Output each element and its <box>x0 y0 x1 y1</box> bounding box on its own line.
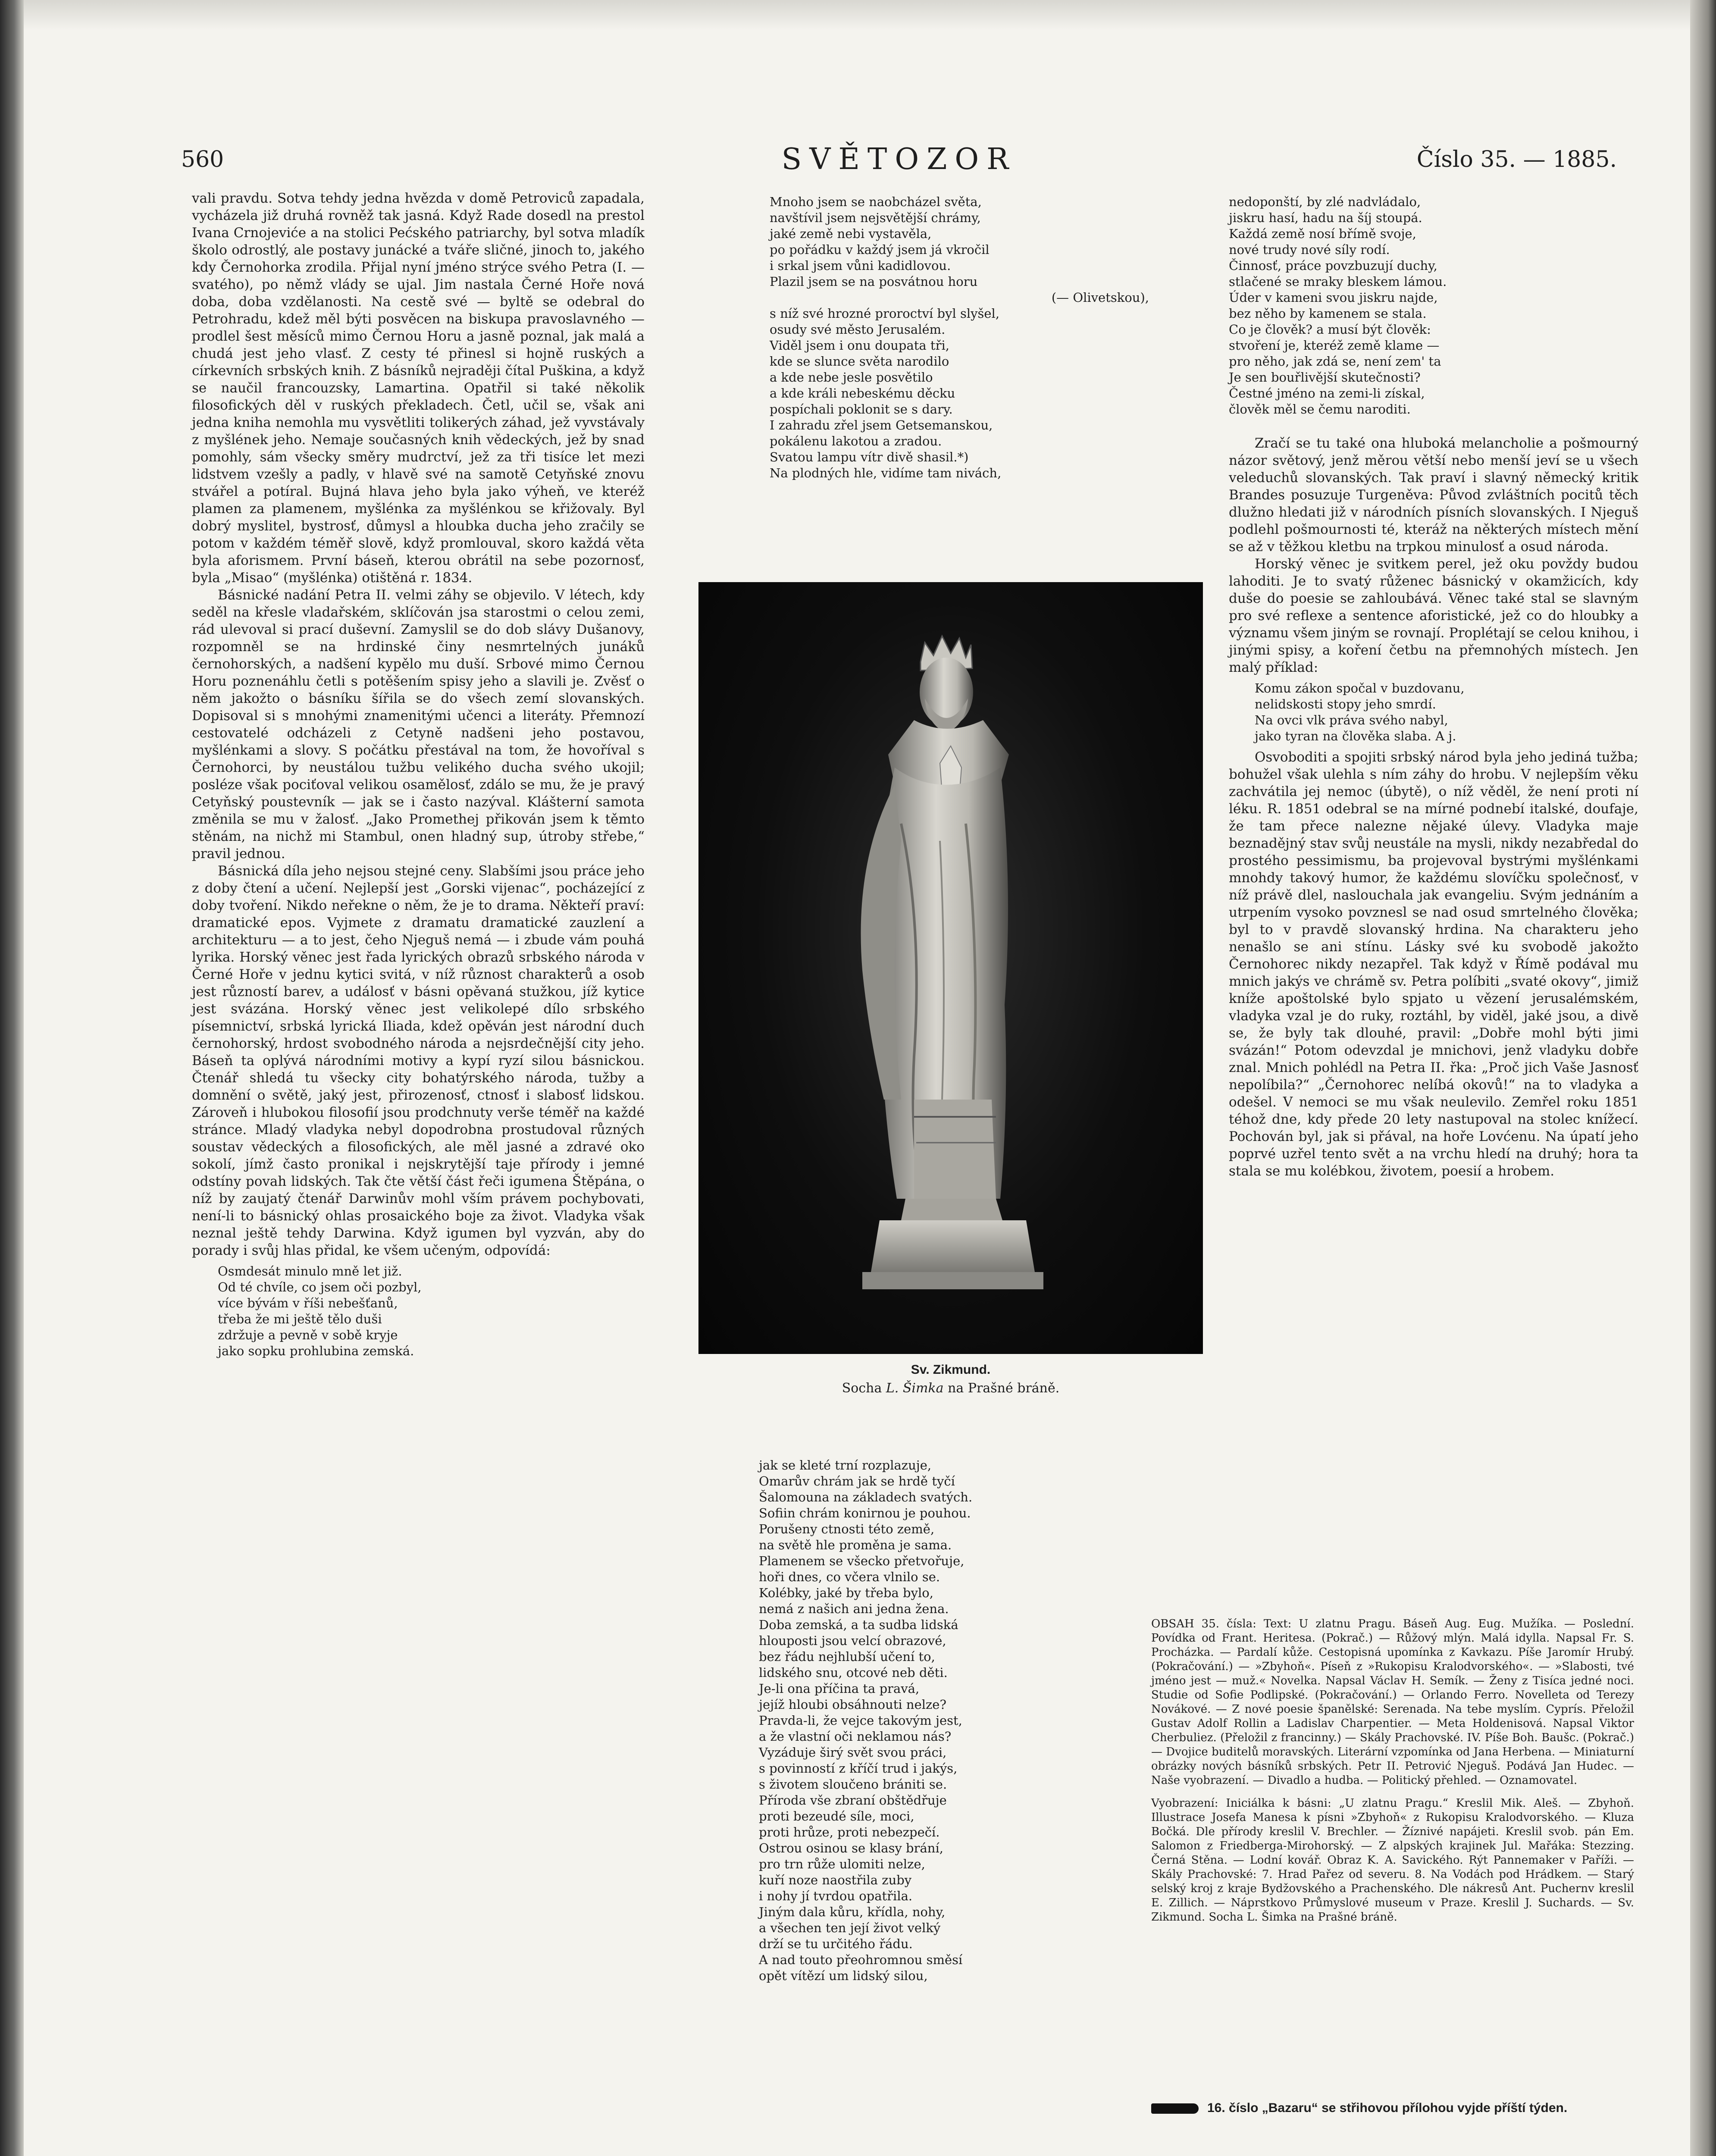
verse-line: Činnosť, práce povzbuzují duchy, <box>1229 258 1437 273</box>
verse-line: a všechen ten její život velký <box>759 1921 941 1935</box>
verse-line: člověk měl se čemu naroditi. <box>1229 402 1411 417</box>
paragraph: vali pravdu. Sotva tehdy jedna hvězda v domě Petroviců zapadala, vycházela již druhá rovněž tak jasná. Když Rade dosedl na prestol Ivana Crnojeviće a na stolici Pećského patriarchy, byl sotva mladík školo odrostlý, ale postavy junácké a tváře sličné, jinoch to, jakého kdy Černohorka zrodila. Přijal nyní jméno strýce svého Petra (I. — svatého), po němž vlády se ujal. Jim nastala Černé Hoře nová doba, doba vzdělanosti. Na cestě své — byltě se odebral do Petrohradu, kdež měl býti posvěcen na biskupa pravoslavného — prodlel šest měsíců mimo Černou Horu a jasně poznal, jak malá a chudá jest jeho vlasť. Z cesty té přinesl si hojně ruských a církevních srbských knih. Z básníků nejraději čítal Puškina, a když se naučil francouzsky, Lamartina. Opatřil si také několik filosofických děl v ruských překladech. Četl, učil se, však ani jedna kniha nemohla mu vysvětliti tolikerých záhad, jež vyvstávaly z myšlének jeho. Nemaje současných knih vědeckých, jež by snad pomohly, sám všecky směry mudrctví, jež za tři tisíce let mezi lidstvem vzešly a padly, v hlavě své na samotě Cetyňské znovu stvářel a potíral. Bujná hlava jeho byla jako výheň, ve kteréž plamen za plamenem, myšlénka za myšlénkou se křižovaly. Byl dobrý myslitel, bystrosť, důmysl a hloubka ducha jeho zračily se potom v každém téměř slově, když promlouval, skoro každá věta byla aforismem. První báseň, kterou obrátil na sebe pozornosť, byla „Misao“ (myšlénka) otištěná r. 1834. <box>192 191 645 586</box>
verse-line: Jiným dala kůru, křídla, nohy, <box>759 1905 946 1919</box>
verse-line: Ostrou osinou se klasy brání, <box>759 1841 943 1855</box>
statue-figure <box>698 582 1203 1354</box>
column-3 <box>1229 190 1638 1180</box>
paragraph: Básnické nadání Petra II. velmi záhy se objevilo. V létech, kdy seděl na křesle vladařském, sklíčován jsa starostmi o celou zemi, rád ulevoval si prací duševní. Zamyslil se do dob slávy Dušanovy, rozpomněl se na hrdinské činy nesmrtelných junáků černohorských, a nadšení kypělo mu duší. Srbové mimo Černou Horu poznenáhlu četli s potěšením spisy jeho a slavili je. Zvěsť o něm jakožto o básníku šířila se do všech zemí slovanských. Dopisoval si s mnohými znamenitými učenci a literáty. Přemnozí cestovatelé odcházeli z Cetyně nadšeni jeho postavou, myšlénkami a slovy. S počátku přestával na tom, že hovoříval s Černohorci, by neustálou tužbu velikého ducha svého ukojil; posléze však pociťoval velikou osamělosť, zdálo se mu, že je pravý Cetyňský poustevník — jak se i často nazýval. Klášterní samota změnila se mu v žalosť. „Jako Promethej přikován jsem k těmto stěnám, na nichž mi Stambul, onen hladný sup, útroby střebe,“ pravil jednou. <box>192 587 645 862</box>
verse-line: s níž své hrozné proroctví byl slyšel, <box>770 306 1000 321</box>
verse-line: kuří noze naostřila zuby <box>759 1873 912 1887</box>
pointing-hand-icon <box>1151 2103 1199 2114</box>
verse-line: třeba že mi ještě tělo duši <box>218 1312 382 1326</box>
verse-line: A nad touto přeohromnou směsí <box>759 1952 963 1967</box>
verse-line: i srkal jsem vůni kadidlovou. <box>770 258 951 273</box>
verse-line: Příroda vše zbraní obštědřuje <box>759 1793 947 1808</box>
verse-line: Sofiin chrám konirnou je pouhou. <box>759 1506 971 1520</box>
verse-line: Kolébky, jaké by třeba bylo, <box>759 1586 933 1600</box>
verse-line: drží se tu určitého řádu. <box>759 1937 913 1951</box>
caption-author: L. Šimka <box>886 1381 944 1396</box>
book-spine <box>0 0 24 2156</box>
verse-block <box>759 1457 1155 1984</box>
paragraph: Básnická díla jeho nejsou stejné ceny. Slabšími jsou práce jeho z doby čtení a učení. Nejlepší jest „Gorski vijenac“, pocházející z doby tvoření. Nikdo neřekne o něm, že je to drama. Někteří praví: dramatické epos. Vyjmete z dramatu dramatické zauzlení a architekturu — a to jest, čeho Njeguš nemá — i zbude vám pouhá lyrika. Horský věnec jest řada lyrických obrazů srbského národa v Černé Hoře v jednu kytici svitá, v níž různost charakterů a osob jest růzností barev, a událosť v básni opěvaná stužkou, jíž kytice jest svázána. Horský věnec jest velikolepé dílo srbského písemnictví, srbská lyrická Iliada, kdež opěván jest národní duch černohorský, hrdost svobodného národa a nejsrdečnější city jeho. Báseň ta oplývá národními motivy a kypí ryzí silou básnickou. Čtenář shledá tu všecky city bohatýrského národa, tužby a domnění o světě, jaký jest, přirozenosť, ctnosť i slabosť lidskou. Zároveň i hlubokou filosofií jsou prodchnuty verše téměř na každé stránce. Mladý vladyka nebyl dopodrobna prostudoval různých soustav vědeckých a filosofických, ale měl jasné a zdravé oko sokolí, jímž často pronikal i nejskrytější taje přírody i jemné odstíny povah lidských. Tak čte větší část řeči igumena Štěpána, o níž by zaujatý čtenář Darwinův mohl vším právem pochybovati, není-li to básnický ohlas prosaického boje za život. Vladyka však neznal ještě tehdy Darwina. Když igumen byl vyzván, aby do porady i svůj hlas přidal, ke všem učeným, odpovídá: <box>192 863 645 1258</box>
verse-block <box>770 194 1149 481</box>
contents-text: OBSAH 35. čísla: Text: U zlatnu Pragu. Báseň Aug. Eug. Mužíka. — Poslední. Povídka od Frant. Heritesa. (Pokrač.) — Růžový mlýn. Malá idylla. Napsal Fr. S. Procházka. — Pardalí kůže. Cestopisná upomínka z Kavkazu. Píše Jaromír Hrubý. (Pokračování.) — »Zbyhoň«. Píseň z »Rukopisu Kralodvorského«. — »Slabosti, tvé jméno jest — muž.« Novelka. Napsal Václav H. Semík. — Ženy z Tisíca jedné noci. Studie od Sofie Podlipské. (Pokračování.) — Orlando Ferro. Novelleta od Terezy Novákové. — Z nové poesie španělské: Serenada. Na tebe myslím. Cyprís. Přeložil Gustav Adolf Rollin a Ladislav Charpentier. — Meta Holdenisová. Napsal Viktor Cherbuliez. (Přeložil z francinny.) — Skály Prachovské. IV. Píše Boh. Baušc. (Pokrač.) — Dvojice buditelů moravských. Literární vzpomínka od Jana Herbena. — Miniaturní obrázky nových básníků srbských. Petr II. Petrović Njeguš. Podává Jan Hudec. — Naše vyobrazení. — Divadlo a hudba. — Politický přehled. — Oznamovatel. <box>1151 1617 1634 1787</box>
verse-line: stlačené se mraky bleskem lámou. <box>1229 274 1447 289</box>
verse-line: stvoření je, kteréž země klame — <box>1229 338 1440 353</box>
page-header <box>181 142 1617 181</box>
column-1 <box>192 190 645 1363</box>
verse-line: Porušeny ctnosti této země, <box>759 1522 935 1536</box>
page-number: 560 <box>181 147 224 172</box>
page-top-shadow <box>0 0 1716 30</box>
figure-caption <box>698 1363 1203 1396</box>
verse-line: (— Olivetskou), <box>1051 290 1149 305</box>
verse-line: a kde nebe jesle posvětilo <box>770 370 933 385</box>
verse-line: Od té chvíle, co jsem oči pozbyl, <box>218 1280 422 1294</box>
column-2-top <box>770 190 1149 486</box>
verse-line: Viděl jsem i onu doupata tři, <box>770 338 949 353</box>
verse-line: jejíž hloubi obsáhnouti nelze? <box>759 1697 946 1712</box>
verse-line: na světě hle proměna je sama. <box>759 1538 952 1552</box>
verse-line: pokálenu lakotou a zradou. <box>770 434 942 448</box>
verse-line: Úder v kameni svou jiskru najde, <box>1229 290 1438 305</box>
verse-line: jako sopku prohlubina zemská. <box>218 1344 414 1358</box>
page-right-edge <box>1690 0 1716 2156</box>
verse-block <box>218 1263 645 1359</box>
verse-line: Je sen bouřlivější skutečnosti? <box>1229 370 1421 385</box>
verse-line: Na ovci vlk práva svého nabyl, <box>1255 713 1448 727</box>
verse-line: Plazil jsem se na posvátnou horu <box>770 274 978 289</box>
paragraph: Zračí se tu také ona hluboká melancholie a pošmourný názor světový, jenž měrou větší nebo menší jeví se u všech veleduchů slovanských. Tak praví i slavný německý kritik Brandes posuzuje Turgeněva: Původ zvláštních pocitů těch dlužno hledati již v národních písních slovanských. I Njeguš podlehl pošmournosti té, kteráž na některých místech mění se až v těžkou kletbu na trpkou minulosť a osud národa. <box>1229 436 1638 555</box>
verse-line: jako tyran na člověka slaba. A j. <box>1255 729 1456 743</box>
verse-line: Co je člověk? a musí být člověk: <box>1229 322 1431 337</box>
verse-line: pro něho, jak zdá se, není zem' ta <box>1229 354 1441 369</box>
contents-images: Vyobrazení: Iniciálka k básni: „U zlatnu Pragu.“ Kreslil Mik. Aleš. — Zbyhoň. Illustrace Josefa Manesa k písni »Zbyhoň« z Rukopisu Kralodvorského. — Kluza Bočká. Dle přírody kreslil V. Brechler. — Žíznivé napájeti. Kreslil svob. pán Em. Salomon z Friedberga-Mirohorský. — Z alpských krajinek Jul. Mařáka: Stezzing. Černá Stěna. — Lodní kovář. Obraz K. A. Savického. Rýt Pannemaker v Paříži. — Skály Prachovské: 7. Hrad Pařez od severu. 8. Na Vodách pod Hrádkem. — Starý selský kroj z kraje Bydžovského a Prachenského. Dle nákresů Ant. Puchernv kreslil E. Zillich. — Náprstkovo Průmyslové museum v Praze. Kreslil J. Suchards. — Sv. Zikmund. Socha L. Šimka na Prašné bráně. <box>1151 1797 1634 1924</box>
issue-contents <box>1151 1617 1634 1933</box>
verse-line: a že vlastní oči neklamou nás? <box>759 1729 952 1744</box>
verse-line: a kde králi nebeskému děcku <box>770 386 955 401</box>
verse-line: nelidskosti stopy jeho smrdí. <box>1255 697 1436 711</box>
verse-line: zdržuje a pevně v sobě kryje <box>218 1328 398 1342</box>
verse-line: po pořádku v každý jsem já vkročil <box>770 242 990 257</box>
verse-line: osudy své město Jerusalém. <box>770 322 946 337</box>
verse-line: Plamenem se všecko přetvořuje, <box>759 1554 964 1568</box>
verse-line: více bývám v říši nebešťanů, <box>218 1296 398 1310</box>
statue-photograph <box>698 582 1203 1354</box>
bazaar-text: 16. číslo „Bazaru“ se střihovou přílohou vyjde příští týden. <box>1207 2101 1568 2115</box>
verse-line: Omarův chrám jak se hrdě tyčí <box>759 1474 955 1489</box>
verse-line: Vyzáduje širý svět svou práci, <box>759 1745 947 1760</box>
verse-line: bez něho by kamenem se stala. <box>1229 306 1427 321</box>
column-2-bottom <box>759 1453 1155 1988</box>
verse-line: Osmdesát minulo mně let již. <box>218 1264 402 1279</box>
verse-line: jak se kleté trní rozplazuje, <box>759 1458 932 1473</box>
verse-line: kde se slunce světa narodilo <box>770 354 949 369</box>
verse-line: i nohy jí tvrdou opatřila. <box>759 1889 913 1903</box>
verse-line: s životem sloučeno brániti se. <box>759 1777 947 1792</box>
paragraph: Horský věnec je svitkem perel, jež oku povždy budou lahoditi. Je to svatý růženec básnický v okamžicích, kdy duše do poesie se zahloubává. Věnec také stal se slavným pro své reflexe a sentence aforistické, jež co do hloubky a významu všem jiným se rovnají. Proplétají se celou knihou, i jinými spisy, a koření četbu na přemnohých místech. Jen malý příklad: <box>1229 556 1638 675</box>
verse-line: opět vítězí um lidský silou, <box>759 1968 928 1983</box>
verse-line: navštívil jsem nejsvětější chrámy, <box>770 210 981 225</box>
issue-info: Číslo 35. — 1885. <box>1416 147 1617 172</box>
verse-line: Pravda-li, že vejce takovým jest, <box>759 1713 962 1728</box>
verse-line: Doba zemská, a ta sudba lidská <box>759 1617 958 1632</box>
verse-line: nedoponští, by zlé nadvládalo, <box>1229 194 1421 209</box>
verse-line: jiskru hasí, hadu na šíj stoupá. <box>1229 210 1422 225</box>
verse-line: nové trudy nové síly rodí. <box>1229 242 1390 257</box>
bazaar-notice <box>1151 2100 1634 2116</box>
verse-line: Čestné jméno na zemi-li získal, <box>1229 386 1425 401</box>
verse-line: jaké země nebi vystavěla, <box>770 226 932 241</box>
verse-line: Komu zákon spočal v buzdovanu, <box>1255 681 1465 696</box>
masthead-title: SVĚTOZOR <box>781 142 1017 176</box>
paragraph: Osvoboditi a spojiti srbský národ byla jeho jediná tužba; bohužel však ulehla s ním záhy do hrobu. V nejlepším věku zachvátila jej nemoc (úbytě), o níž věděl, že není proti ní léku. R. 1851 odebral se na mírné podnebí italské, doufaje, že tam přece nalezne nějaké úlevy. Vladyka maje beznadějný stav svůj neustále na mysli, nikdy nezabředal do prostého pessimismu, ba projevoval bystrými myšlénkami mnohdy takový humor, že každému slovíčku společnosť, v níž právě dlel, naslouchala jak evangeliu. Svým jednáním a utrpením vysoko povznesl se nad osud smrtelného člověka; byl to v pravdě slovanský hrdina. Na charakteru jeho nenašlo se ani stínu. Lásky své ku svobodě jakožto Černohorec nikdy nezapřel. Tak když v Římě podával mu mnich jakýs ve chrámě sv. Petra políbiti „svaté okovy“, jimiž kníže apoštolské bylo spjato u vězení jerusalémském, vladyka vzal je do ruky, roztáhl, by viděl, jaké jsou, a divě se, že byly tak dlouhé, pravil: „Dobře mohl býti jimi svázán!“ Potom odevzdal je mnichovi, jenž vladyku dobře znal. Mnich pohlédl na Petra II. řka: „Proč jich Vaše Jasnosť nepolíbila?“ „Černohorec nelíbá okovů!“ na to vladyka a odešel. V nemoci se mu však neulevilo. Zemřel roku 1851 téhož dne, kdy předе 20 lety nastupoval na stolec knížecí. Pochován byl, jak si přával, na hoře Lovćenu. Na úpatí jeho poprvé uzřel tento svět a na vrchu hledí na druhý; hora ta stala se mu kolébkou, životem, poesií a hrobem. <box>1229 749 1638 1179</box>
verse-line: pro trn růže ulomiti nelze, <box>759 1857 925 1871</box>
verse-line: proti bezeudé síle, moci, <box>759 1809 914 1824</box>
verse-line: Mnoho jsem se naobcházel světa, <box>770 194 982 209</box>
caption-suffix: na Prašné bráně. <box>948 1381 1060 1396</box>
verse-line: Každá země nosí břímě svoje, <box>1229 226 1416 241</box>
verse-line: nemá z našich ani jedna žena. <box>759 1601 949 1616</box>
caption-title: Sv. Zikmund. <box>911 1363 991 1377</box>
verse-line: I zahradu zřel jsem Getsemanskou, <box>770 418 993 432</box>
verse-block <box>1255 680 1638 744</box>
verse-line: pospíchali poklonit se s dary. <box>770 402 953 417</box>
verse-line: s povinností z kříčí trud i jakýs, <box>759 1761 958 1776</box>
verse-line: Svatou lampu vítr divě shasil.*) <box>770 450 969 464</box>
caption-subtitle <box>698 1381 1203 1396</box>
verse-line: proti hrůze, proti nebezpečí. <box>759 1825 940 1839</box>
caption-prefix: Socha <box>842 1381 882 1396</box>
verse-block <box>1229 194 1638 417</box>
verse-line: hlouposti jsou velcí obrazové, <box>759 1633 946 1648</box>
verse-line: hoři dnes, co včera vlnilo se. <box>759 1570 940 1584</box>
verse-line: Je-li ona příčina ta pravá, <box>759 1681 920 1696</box>
verse-line: lidského snu, otcové neb děti. <box>759 1665 948 1680</box>
verse-line: Na plodných hle, vidíme tam nivách, <box>770 466 1002 480</box>
verse-line: bez řádu nejhlubší učení to, <box>759 1649 935 1664</box>
verse-line: Šalomouna na základech svatých. <box>759 1490 973 1504</box>
